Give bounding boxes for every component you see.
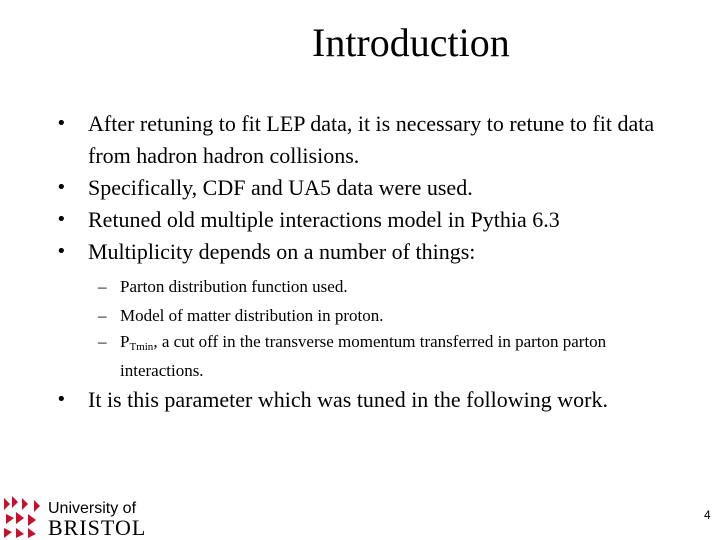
bullet-dot-icon: • xyxy=(56,241,67,262)
bullet-item xyxy=(56,384,688,416)
sub-bullet-text: , a cut off in the transverse momentum transferred in parton parton interactions. xyxy=(120,332,607,380)
bullet-text: Multiplicity depends on a number of things: xyxy=(88,239,476,264)
sub-bullet-item xyxy=(98,301,680,330)
dash-icon: – xyxy=(98,332,107,351)
sub-bullet-item xyxy=(98,272,680,301)
sub-bullet-text: Parton distribution function used. xyxy=(120,277,348,296)
sub-bullet-text: Model of matter distribution in proton. xyxy=(120,306,384,325)
logo-text-bristol: BRISTOL xyxy=(48,515,147,540)
bullet-item xyxy=(56,108,688,172)
bullet-text: Specifically, CDF and UA5 data were used. xyxy=(88,175,473,200)
bullet-dot-icon: • xyxy=(56,389,67,410)
bullet-item xyxy=(56,236,688,268)
bullet-item xyxy=(56,204,688,236)
slide-title: Introduction xyxy=(312,20,510,65)
ptmin-symbol: P xyxy=(120,332,130,351)
dash-icon: – xyxy=(98,277,107,296)
bullet-text: After retuning to fit LEP data, it is necessary to retune to fit data from hadron hadron collisions. xyxy=(88,111,655,168)
bullet-dot-icon: • xyxy=(56,177,67,198)
bullet-item xyxy=(56,172,688,204)
sub-bullet-item xyxy=(98,330,680,382)
logo-text-university-of: University of xyxy=(48,500,137,517)
page-number: 4 xyxy=(704,508,711,522)
bullet-dot-icon: • xyxy=(56,209,67,230)
dash-icon: – xyxy=(98,306,107,325)
bullet-text: Retuned old multiple interactions model in Pythia 6.3 xyxy=(88,207,560,232)
ptmin-subscript: Tmin xyxy=(129,341,154,353)
bullet-dot-icon: • xyxy=(56,113,67,134)
bullet-text: It is this parameter which was tuned in the following work. xyxy=(88,387,608,412)
